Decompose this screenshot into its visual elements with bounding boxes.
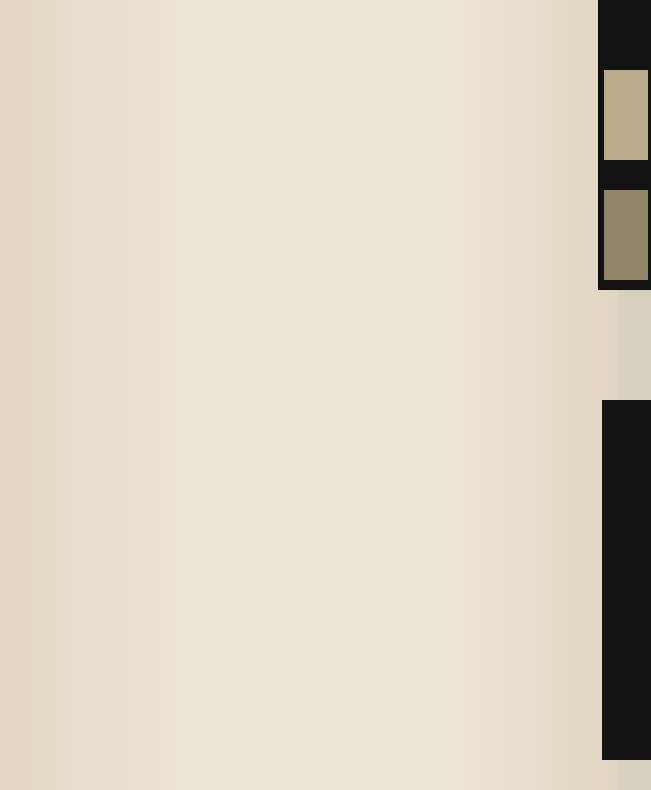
toc-sheet (62, 36, 582, 70)
cover-poster-image-2 (604, 190, 648, 280)
cover-poster-image (604, 70, 648, 160)
adjacent-cover-bottom (602, 400, 651, 760)
